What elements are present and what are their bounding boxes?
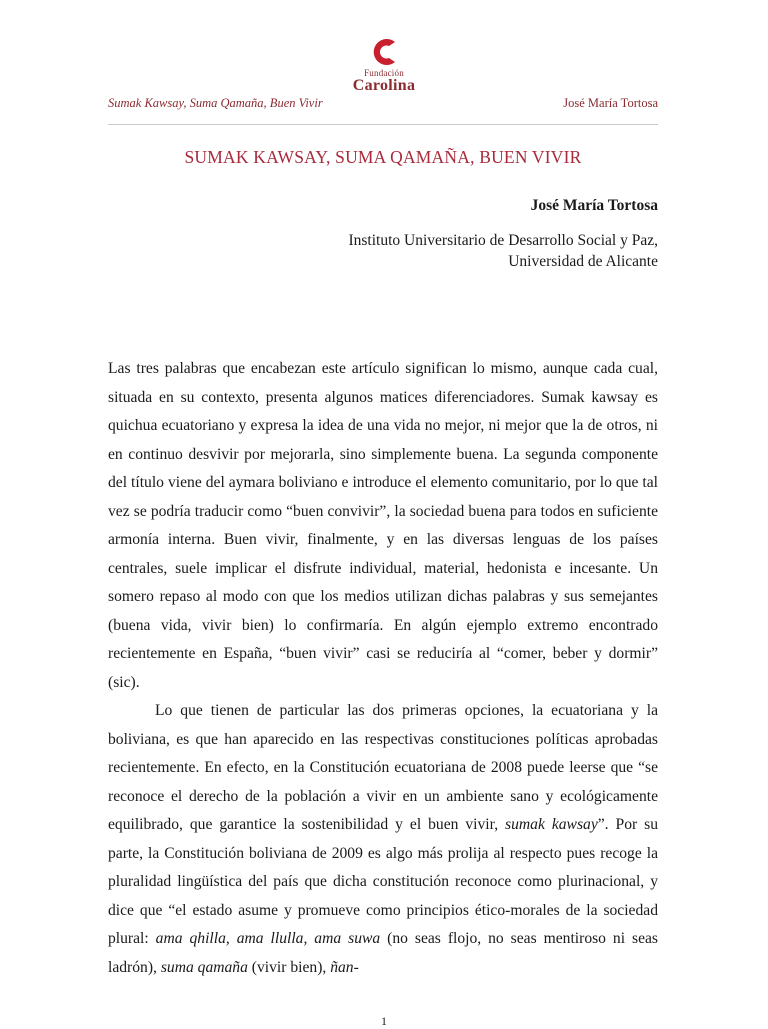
running-header-title: Sumak Kawsay, Suma Qamaña, Buen Vivir xyxy=(108,96,323,110)
fundacion-carolina-c-logo-icon xyxy=(369,36,399,68)
paragraph-2-text-3: (no seas flojo, no seas mentiroso ni seas ladrón), xyxy=(108,930,658,976)
affiliation-line-2: Universidad de Alicante xyxy=(508,253,658,270)
running-header-author: José María Tortosa xyxy=(563,96,658,110)
paragraph-2-text-1: Lo que tienen de particular las dos primeras opciones, la ecuatoriana y la boliviana, es que han aparecido en las respectivas constituciones políticas aprobadas recientemente. En efecto, en la Constitución ecuatoriana de 2008 puede leerse que “se reconoce el derecho de la población a vivir en un ambiente sano y ecológicamente equilibrado, que garantice la sostenibilidad y el buen vivir, xyxy=(108,702,658,833)
page-number: 1 xyxy=(381,1014,387,1028)
paragraph-1: Las tres palabras que encabezan este artículo significan lo mismo, aunque cada cual, situada en su contexto, presenta algunos matices diferenciadores. Sumak kawsay es quichua ecuatoriano y expresa la idea de una vida no mejor, ni mejor que la de otros, ni en continuo desvivir por mejorarla, sino simplemente buena. La segunda componente del título viene del aymara boliviano e introduce el elemento comunitario, por lo que tal vez se podría traducir como “buen convivir”, la sociedad buena para todos en suficiente armonía interna. Buen vivir, finalmente, y en las diversas lenguas de los países centrales, suele implicar el disfrute individual, material, hedonista e incesante. Un somero repaso al modo con que los medios utilizan dichas palabras y sus semejantes (buena vida, vivir bien) lo confirmaría. En algún ejemplo extremo encontrado recientemente en España, “buen vivir” casi se reduciría al “comer, beber y dormir” (sic). xyxy=(108,360,658,691)
logo-text-fundacion: Fundación xyxy=(364,68,404,78)
author-name: José María Tortosa xyxy=(530,197,658,214)
fundacion-carolina-logo xyxy=(0,36,768,94)
paragraph-2-italic-3: suma qamaña xyxy=(160,958,248,976)
paragraph-2 xyxy=(108,697,658,982)
logo-text-carolina: Carolina xyxy=(352,77,416,94)
article-title: SUMAK KAWSAY, SUMA QAMAÑA, BUEN VIVIR xyxy=(184,147,582,167)
header-divider xyxy=(108,124,658,125)
affiliation-line-1: Instituto Universitario de Desarrollo Social y Paz, xyxy=(348,232,658,249)
paragraph-2-italic-4: ñan- xyxy=(330,958,359,976)
running-header xyxy=(108,96,658,111)
paragraph-2-italic-2: ama qhilla, ama llulla, ama suwa xyxy=(155,930,381,947)
paragraph-2-italic-1: sumak kawsay xyxy=(505,816,598,833)
paragraph-2-text-2: ”. Por su parte, la Constitución boliviana de 2009 es algo más prolija al respecto pues recoge la pluralidad lingüística del país que dicha constitución reconoce como plurinacional, y dice que “el estado asume y promueve como principios ético-morales de la sociedad plural: xyxy=(108,816,658,947)
paragraph-2-text-4: (vivir bien), xyxy=(247,958,331,976)
author-affiliation xyxy=(108,230,658,272)
article-body xyxy=(108,355,658,982)
